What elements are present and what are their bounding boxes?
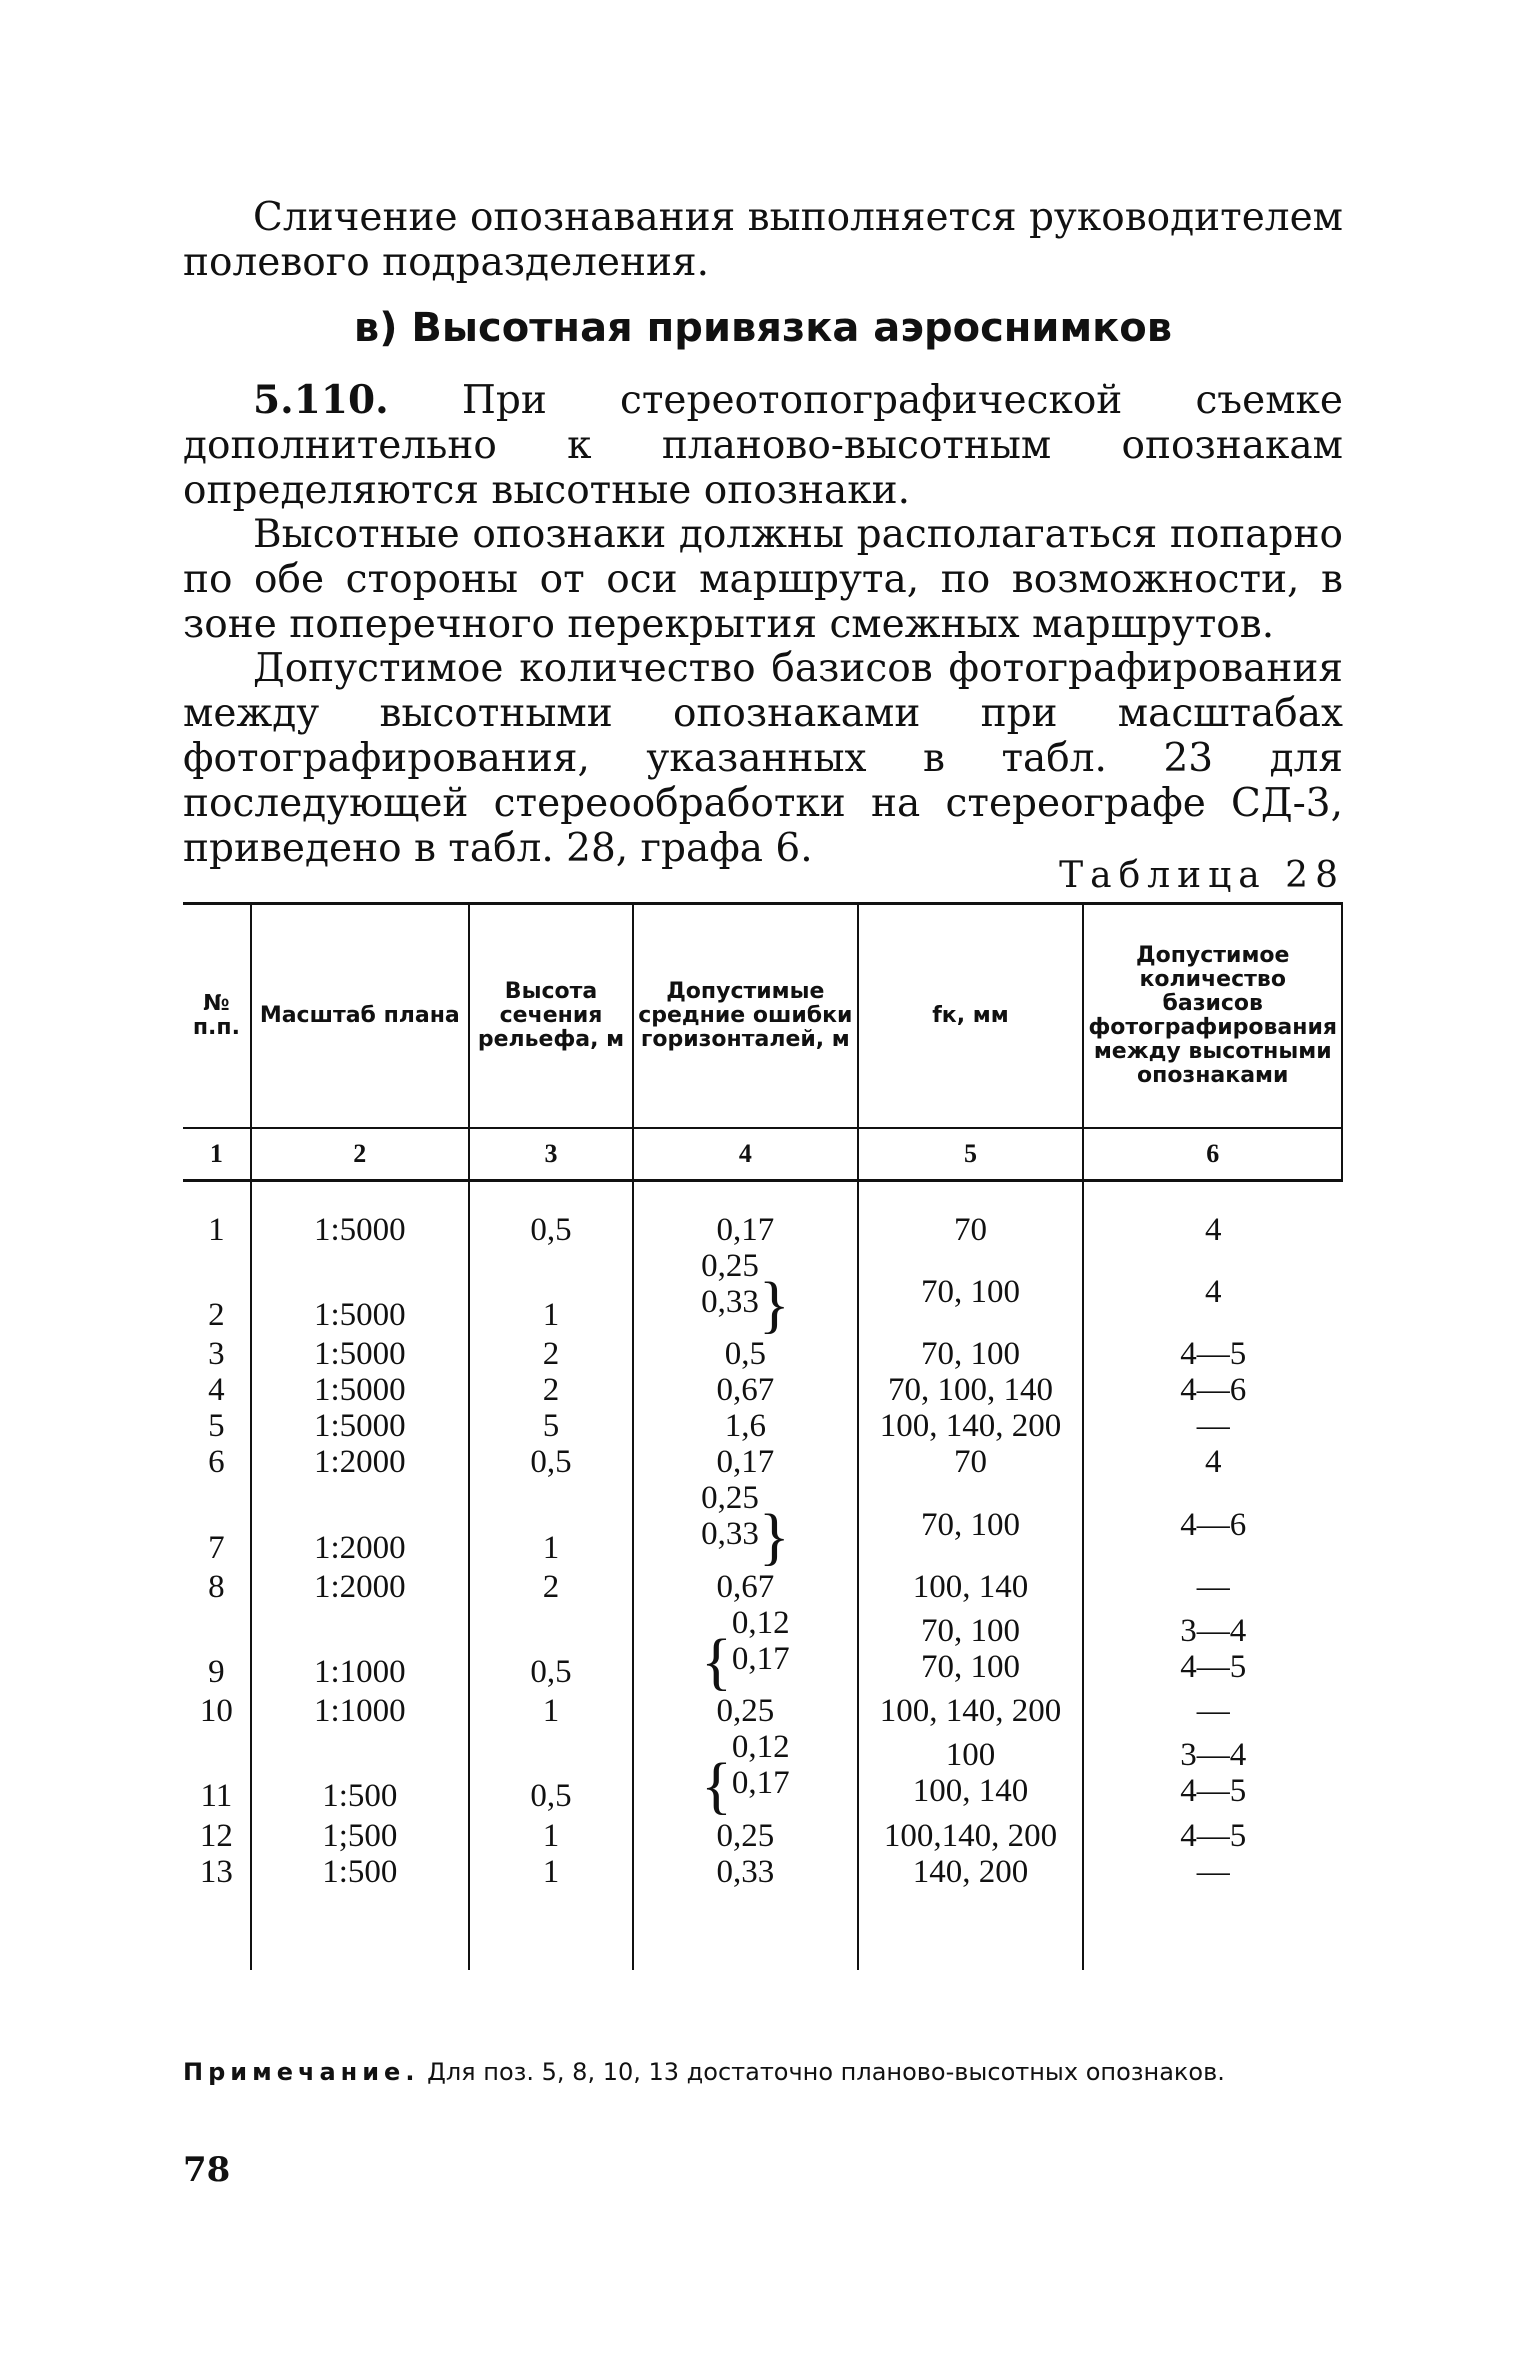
row-number-text: 8 [208,1568,225,1605]
row-error-value: 0,67 [716,1568,775,1605]
table-row [183,1372,1342,1408]
row-scale [251,1248,469,1336]
row-scale-text: 1:500 [322,1853,398,1890]
row-scale [251,1480,469,1568]
row-number-text: 3 [208,1336,225,1373]
row-focal [858,1181,1084,1249]
left-brace: { [701,1625,732,1697]
row-scale-text: 1:1000 [313,1654,406,1691]
row-errors [633,1248,857,1340]
row-scale [251,1372,469,1408]
row-focal [858,1818,1084,1854]
row-relief-height [469,1408,633,1444]
table-row [183,1408,1342,1444]
row-bases-value: 4—6 [1180,1372,1247,1409]
error-pair [701,1480,759,1552]
row-scale-text: 1:2000 [313,1568,406,1605]
row-bases-value: 4 [1204,1444,1222,1481]
row-bases [1083,1336,1342,1372]
note-text: Для поз. 5, 8, 10, 13 достаточно планово-высотных опознаков. [427,2058,1225,2086]
row-relief-height-text: 0,5 [530,1212,572,1248]
table-row [183,1818,1342,1854]
row-relief-height [469,1444,633,1480]
paragraph-bases-text: Допустимое количество базисов фотографирования между высотными опознаками при масштабах фотографирования, указанных в табл. 23 для последующей стереообработки на стереографе СД-3, приведено в табл. 28, графа 6. [183,646,1343,871]
row-number [183,1729,251,1817]
right-brace: } [758,1500,790,1572]
header-errors: Допустимые средние ошибки горизонталей, м [633,904,857,1129]
paragraph-5-110-text: При стереотопографической съемке дополнительно к планово-высотным опознакам определяются высотные опознаки. [183,378,1343,513]
row-bases-value: 4—5 [1180,1336,1247,1373]
row-bases [1083,1818,1342,1854]
table-row [183,1605,1342,1693]
row-focal-value: 100, 140, 200 [879,1693,1062,1730]
column-number-1: 1 [183,1128,251,1181]
row-number [183,1444,251,1480]
table-note [183,2058,1343,2086]
row-bases-value: 4—6 [1180,1506,1247,1543]
row-relief-height [469,1480,633,1568]
row-error-value: 0,12 [731,1604,790,1641]
table-28 [183,902,1343,1970]
row-error-value-2: 0,33 [701,1516,759,1553]
row-number [183,1605,251,1693]
row-relief-height [469,1818,633,1854]
table-row [183,1854,1342,1970]
row-relief-height-text: 2 [542,1336,560,1373]
row-focal [858,1372,1084,1408]
column-number-4: 4 [633,1128,857,1181]
column-number-3: 3 [469,1128,633,1181]
row-bases-value: — [1196,1408,1230,1445]
row-number-text: 4 [208,1372,225,1409]
table-row [183,1729,1342,1817]
row-relief-height [469,1181,633,1249]
row-number-text: 6 [208,1444,225,1481]
row-number [183,1336,251,1372]
row-errors [633,1408,857,1444]
row-error-value: 0,25 [716,1693,775,1730]
row-bases [1083,1693,1342,1729]
row-focal-value: 100, 140 [912,1568,1029,1605]
section-heading: в) Высотная привязка аэроснимков [353,305,1173,351]
row-scale-text: 1:2000 [313,1529,406,1566]
error-pair [732,1605,790,1677]
row-scale [251,1408,469,1444]
table-row [183,1480,1342,1568]
row-focal-value: 70 [953,1444,987,1481]
row-scale [251,1693,469,1729]
table-row [183,1336,1342,1372]
row-bases [1083,1605,1342,1693]
row-bases [1083,1480,1342,1568]
row-bases-value: — [1196,1853,1230,1890]
row-error-value: 0,17 [716,1444,775,1481]
row-relief-height [469,1854,633,1970]
row-bases [1083,1729,1342,1817]
table-row [183,1693,1342,1729]
row-focal [858,1569,1084,1605]
note-label: Примечание. [183,2058,420,2086]
row-bases-value-2: 4—5 [1180,1773,1247,1810]
row-relief-height [469,1729,633,1817]
table-row [183,1248,1342,1336]
row-relief-height [469,1569,633,1605]
row-error-value-2: 0,17 [731,1640,790,1677]
row-focal-value: 100,140, 200 [883,1817,1058,1854]
row-bases-value: 4 [1204,1212,1222,1248]
row-scale [251,1181,469,1249]
header-scale: Масштаб плана [251,904,469,1129]
row-relief-height-text: 1 [542,1853,560,1890]
row-relief-height-text: 1 [542,1693,560,1730]
table-row [183,1181,1342,1249]
row-errors [633,1693,857,1729]
row-focal [858,1444,1084,1480]
table-row [183,1569,1342,1605]
table-body [183,1181,1342,1970]
row-number [183,1693,251,1729]
row-errors [633,1372,857,1408]
row-focal [858,1854,1084,1970]
row-relief-height-text: 0,5 [530,1778,572,1815]
row-scale-text: 1:5000 [313,1297,406,1334]
header-bases: Допустимое количество базисов фотографирования между высотными опознаками [1083,904,1342,1129]
row-bases-value: 4—5 [1180,1817,1247,1854]
row-scale-text: 1:5000 [313,1212,406,1248]
row-scale-text: 1:5000 [313,1372,406,1409]
row-number [183,1408,251,1444]
row-scale-text: 1:500 [322,1778,398,1815]
row-relief-height [469,1336,633,1372]
row-relief-height [469,1605,633,1693]
row-errors [633,1569,857,1605]
row-bases [1083,1248,1342,1336]
row-errors [633,1336,857,1372]
row-bases-value-2: 4—5 [1180,1649,1247,1686]
row-scale [251,1605,469,1693]
row-focal-value: 100 [945,1737,996,1774]
row-bases-value: 3—4 [1180,1613,1247,1650]
row-focal [858,1336,1084,1372]
row-focal [858,1605,1084,1693]
row-focal [858,1480,1084,1568]
page-number: 78 [183,2150,231,2190]
row-relief-height-text: 1 [542,1817,560,1854]
row-scale-text: 1:1000 [313,1693,406,1730]
paragraph-number: 5.110. [253,377,389,423]
row-number [183,1569,251,1605]
row-number-text: 2 [208,1297,225,1334]
column-number-5: 5 [858,1128,1084,1181]
row-number-text: 7 [208,1529,225,1566]
row-focal-value: 70 [953,1212,987,1248]
row-number [183,1372,251,1408]
row-number-text: 10 [199,1693,233,1730]
row-number [183,1181,251,1249]
row-errors [633,1818,857,1854]
row-scale-text: 1:2000 [313,1444,406,1481]
row-focal-value: 70, 100, 140 [887,1372,1053,1409]
row-focal [858,1408,1084,1444]
row-bases-value: 3—4 [1180,1737,1247,1774]
paragraph-bases [183,646,1343,871]
row-scale [251,1818,469,1854]
row-scale [251,1569,469,1605]
row-bases [1083,1444,1342,1480]
row-number [183,1854,251,1970]
row-error-value-2: 0,17 [731,1765,790,1802]
row-bases-value: — [1196,1568,1230,1605]
column-number-2: 2 [251,1128,469,1181]
row-bases [1083,1372,1342,1408]
row-focal-value: 70, 100 [920,1274,1020,1311]
row-number [183,1818,251,1854]
header-height: Высота сечения рельефа, м [469,904,633,1129]
table-row [183,1444,1342,1480]
row-number-text: 13 [199,1853,233,1890]
error-pair [701,1248,759,1320]
row-errors [633,1480,857,1572]
row-scale [251,1729,469,1817]
row-number [183,1480,251,1568]
row-error-value: 0,12 [731,1729,790,1766]
header-focal: fк, мм [858,904,1084,1129]
row-bases [1083,1181,1342,1249]
row-relief-height-text: 5 [542,1408,560,1445]
row-scale-text: 1;500 [322,1817,398,1854]
row-number-text: 1 [208,1212,225,1248]
row-relief-height-text: 2 [542,1372,560,1409]
paragraph-5-110 [183,378,1343,513]
row-errors [633,1729,857,1821]
row-error-value: 0,67 [716,1372,775,1409]
row-relief-height-text: 1 [542,1529,560,1566]
row-focal-value: 100, 140, 200 [879,1408,1062,1445]
paragraph-comparison-text: Сличение опознавания выполняется руководителем полевого подразделения. [183,195,1344,285]
row-bases-value: — [1196,1693,1230,1730]
row-focal-value-2: 70, 100 [920,1649,1020,1686]
row-focal-value-2: 100, 140 [912,1773,1029,1810]
table-header-row [183,904,1342,1129]
paragraph-placement [183,512,1343,647]
row-focal [858,1729,1084,1817]
row-error-value: 0,25 [701,1248,759,1284]
header-number: № п.п. [183,904,251,1129]
left-brace: { [701,1749,732,1821]
row-errors [633,1854,857,1970]
row-focal-value: 70, 100 [920,1613,1020,1650]
row-number-text: 12 [199,1817,233,1854]
paragraph-comparison [183,195,1343,285]
row-error-value: 1,6 [724,1408,766,1445]
row-error-value: 0,25 [701,1480,759,1517]
row-bases-value: 4 [1204,1274,1222,1311]
right-brace: } [758,1268,790,1340]
row-relief-height-text: 2 [542,1568,560,1605]
row-focal [858,1693,1084,1729]
row-relief-height-text: 0,5 [530,1444,572,1481]
row-relief-height [469,1693,633,1729]
row-focal [858,1248,1084,1336]
row-error-value-2: 0,33 [701,1284,759,1320]
row-number-text: 5 [208,1408,225,1445]
row-bases [1083,1408,1342,1444]
row-relief-height [469,1248,633,1336]
row-error-value: 0,25 [716,1817,775,1854]
row-bases [1083,1569,1342,1605]
row-errors [633,1444,857,1480]
row-focal-value: 140, 200 [912,1853,1029,1890]
row-errors [633,1181,857,1249]
row-bases [1083,1854,1342,1970]
table-column-numbers [183,1128,1342,1181]
row-error-value: 0,33 [716,1853,775,1890]
row-relief-height [469,1372,633,1408]
row-relief-height-text: 0,5 [530,1654,572,1691]
row-error-value: 0,5 [724,1336,766,1373]
row-number-text: 11 [200,1778,233,1815]
row-number [183,1248,251,1336]
error-pair [732,1729,790,1801]
row-scale-text: 1:5000 [313,1336,406,1373]
row-number-text: 9 [208,1654,225,1691]
table-caption: Таблица 28 [1059,855,1345,896]
row-scale [251,1444,469,1480]
row-focal-value: 70, 100 [920,1506,1020,1543]
row-scale [251,1854,469,1970]
row-scale [251,1336,469,1372]
row-errors [633,1604,857,1697]
row-scale-text: 1:5000 [313,1408,406,1445]
paragraph-placement-text: Высотные опознаки должны располагаться попарно по обе стороны от оси маршрута, по возможности, в зоне поперечного перекрытия смежных маршрутов. [183,512,1343,647]
column-number-6: 6 [1083,1128,1342,1181]
row-relief-height-text: 1 [542,1297,560,1334]
row-focal-value: 70, 100 [920,1336,1020,1373]
row-error-value: 0,17 [716,1212,775,1248]
